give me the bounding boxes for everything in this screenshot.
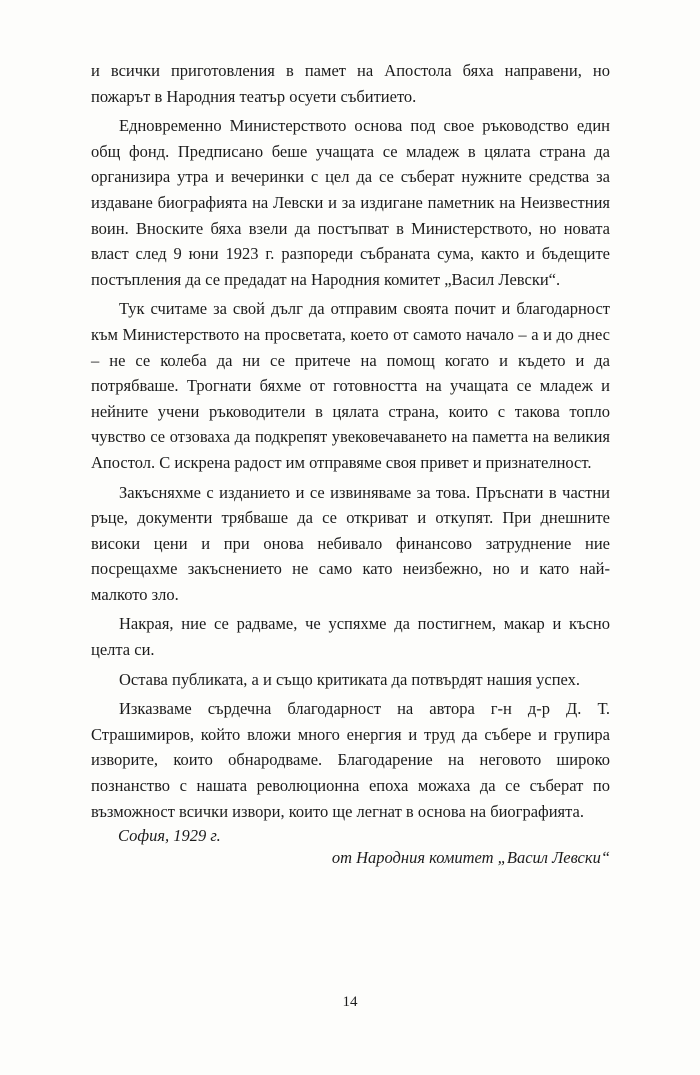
page-number: 14 — [342, 994, 358, 1010]
paragraph-continuation: и всички приготовления в памет на Апостола бяха направени, но пожарът в Народния театър осуети събитието. — [91, 61, 610, 106]
paragraph-thanks-author: Изказваме сърдечна благодарност на автора г-н д-р Д. Т. Страшимиров, който вложи много енергия и труд да събере и групира изворите, които обнародваме. Благодарение на неговото широко познанство с нашата революционна епоха можаха да се съберат по възможност всички извори, които ще легнат в основа на биографията. — [91, 699, 610, 821]
paragraph-goal-achieved: Накрая, ние се радваме, че успяхме да постигнем, макар и късно целта си. — [91, 614, 610, 660]
signature-organization: от Народния комитет „Васил Левски“ — [331, 848, 610, 867]
paragraph-delay-apology: Закъсняхме с изданието и се извиняваме за това. Пръснати в частни ръце, документи трябваше да се откриват и откупят. При днешните високи цени и при онова небивало финансово затруднение ние посрещахме закъснението не само като неизбежно, но и като най-малкото зло. — [91, 482, 610, 604]
signature-place-date: София, 1929 г. — [118, 826, 221, 845]
paragraph-gratitude-ministry: Тук считаме за свой дълг да отправим своята почит и благодарност към Министерството на просветата, което от самото начало – а и до днес – не се колеба да ни се притече на помощ когато и където и да потрябваше. Трогнати бяхме от готовността на учащата се младеж и нейните учени ръководители в цялата страна, които с такова топло чувство се отзоваха да подкрепят увековечаването на паметта на великия Апостол. С искрена радост им отправяме своя привет и признателност. — [91, 299, 610, 472]
paragraph-ministry-fund: Едновременно Министерството основа под свое ръководство един общ фонд. Предписано беше учащата се младеж в цялата страна да организира утра и вечеринки с цел да се съберат нужните средства за издаване биографията на Левски и за издигане паметник на Неизвестния воин. Вноските бяха взели да постъпват в Министерството, но новата власт след 9 юни 1923 г. разпореди събраната сума, както и бъдещите постъпления да се предадат на Народния комитет „Васил Левски“. — [91, 116, 610, 289]
paragraph-public-critique: Остава публиката, а и също критиката да потвърдят нашия успех. — [119, 669, 581, 689]
body-text — [91, 58, 610, 824]
